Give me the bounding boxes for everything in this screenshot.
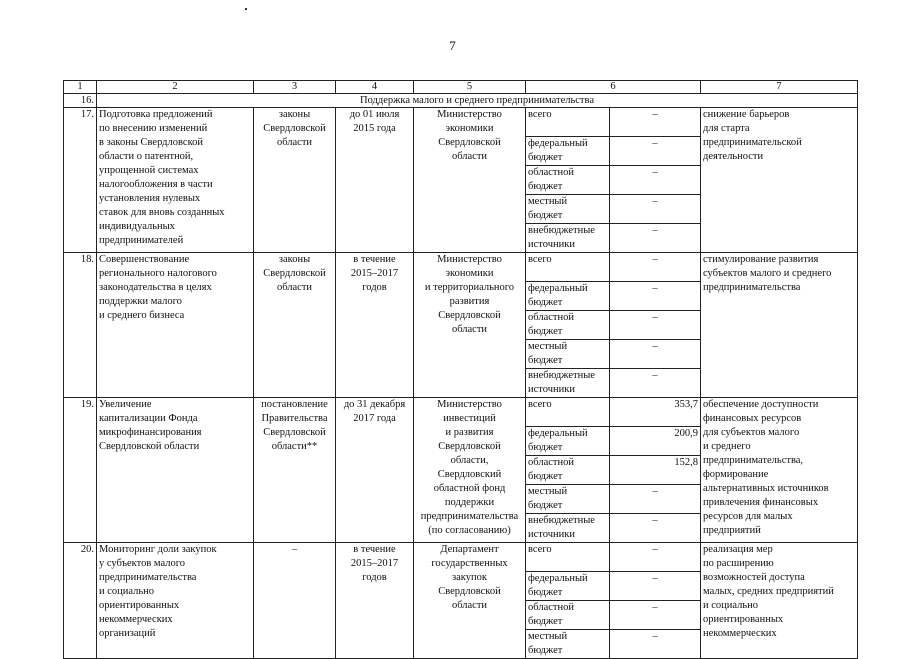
- funding-value: –: [610, 282, 701, 311]
- funding-value: –: [610, 224, 701, 253]
- measure-cell: Мониторинг доли закупок у субъектов малого предпринимательства и социально ориентированных некоммерческих организаций: [97, 543, 254, 659]
- table-row: [64, 543, 858, 572]
- page-number: 7: [449, 38, 456, 53]
- funding-source: местный бюджет: [526, 630, 610, 659]
- funding-value: –: [610, 630, 701, 659]
- header-cell: 1: [64, 81, 97, 94]
- funding-source: областной бюджет: [526, 311, 610, 340]
- deadline-cell: до 31 декабря 2017 года: [336, 398, 414, 543]
- funding-value: –: [610, 253, 701, 282]
- executor-cell: Департамент государственных закупок Свердловской области: [414, 543, 526, 659]
- funding-value: 152,8: [610, 456, 701, 485]
- funding-source: федеральный бюджет: [526, 572, 610, 601]
- header-cell: 3: [254, 81, 336, 94]
- header-row: [64, 81, 858, 94]
- funding-source: федеральный бюджет: [526, 427, 610, 456]
- funding-source: всего: [526, 543, 610, 572]
- funding-value: –: [610, 311, 701, 340]
- result-cell: реализация мер по расширению возможностей доступа малых, средних предприятий и социально ориентированных некоммерческих: [701, 543, 858, 659]
- executor-cell: Министерство инвестиций и развития Свердловской области, Свердловский областной фонд поддержки предпринимательства (по согласованию): [414, 398, 526, 543]
- funding-source: внебюджетные источники: [526, 224, 610, 253]
- funding-value: –: [610, 340, 701, 369]
- funding-value: –: [610, 543, 701, 572]
- funding-source: местный бюджет: [526, 340, 610, 369]
- result-cell: снижение барьеров для старта предпринимательской деятельности: [701, 108, 858, 253]
- table-row: [64, 108, 858, 137]
- row-number: 20.: [64, 543, 97, 659]
- scan-speck: [245, 8, 247, 10]
- funding-value: 353,7: [610, 398, 701, 427]
- header-cell: 6: [526, 81, 701, 94]
- funding-value: –: [610, 514, 701, 543]
- funding-source: всего: [526, 253, 610, 282]
- funding-source: федеральный бюджет: [526, 137, 610, 166]
- funding-source: областной бюджет: [526, 601, 610, 630]
- executor-cell: Министерство экономики и территориального развития Свердловской области: [414, 253, 526, 398]
- funding-value: –: [610, 485, 701, 514]
- section-number: 16.: [64, 94, 97, 108]
- executor-cell: Министерство экономики Свердловской области: [414, 108, 526, 253]
- table-row: [64, 398, 858, 427]
- funding-source: областной бюджет: [526, 166, 610, 195]
- measure-cell: Совершенствование регионального налогового законодательства в целях поддержки малого и среднего бизнеса: [97, 253, 254, 398]
- header-cell: 2: [97, 81, 254, 94]
- funding-source: местный бюджет: [526, 485, 610, 514]
- funding-value: 200,9: [610, 427, 701, 456]
- header-cell: 7: [701, 81, 858, 94]
- measure-cell: Подготовка предложений по внесению изменений в законы Свердловской области о патентной, упрощенной системах налогообложения в части установления нулевых ставок для вновь созданных индивидуальных предпринимателей: [97, 108, 254, 253]
- header-cell: 4: [336, 81, 414, 94]
- deadline-cell: в течение 2015–2017 годов: [336, 253, 414, 398]
- deadline-cell: до 01 июля 2015 года: [336, 108, 414, 253]
- row-number: 17.: [64, 108, 97, 253]
- document-cell: –: [254, 543, 336, 659]
- funding-value: –: [610, 166, 701, 195]
- funding-source: всего: [526, 398, 610, 427]
- funding-source: внебюджетные источники: [526, 514, 610, 543]
- funding-source: областной бюджет: [526, 456, 610, 485]
- funding-value: –: [610, 137, 701, 166]
- funding-value: –: [610, 108, 701, 137]
- section-title: Поддержка малого и среднего предпринимательства: [97, 94, 858, 108]
- row-number: 19.: [64, 398, 97, 543]
- document-cell: законы Свердловской области: [254, 253, 336, 398]
- funding-value: –: [610, 195, 701, 224]
- funding-value: –: [610, 601, 701, 630]
- header-cell: 5: [414, 81, 526, 94]
- document-cell: постановление Правительства Свердловской области**: [254, 398, 336, 543]
- table-row: [64, 253, 858, 282]
- document-cell: законы Свердловской области: [254, 108, 336, 253]
- funding-source: федеральный бюджет: [526, 282, 610, 311]
- result-cell: стимулирование развития субъектов малого и среднего предпринимательства: [701, 253, 858, 398]
- measure-cell: Увеличение капитализации Фонда микрофинансирования Свердловской области: [97, 398, 254, 543]
- deadline-cell: в течение 2015–2017 годов: [336, 543, 414, 659]
- funding-source: всего: [526, 108, 610, 137]
- result-cell: обеспечение доступности финансовых ресурсов для субъектов малого и среднего предпринимательства, формирование альтернативных источников привлечения финансовых ресурсов для малых предприятий: [701, 398, 858, 543]
- funding-value: –: [610, 369, 701, 398]
- funding-source: внебюджетные источники: [526, 369, 610, 398]
- measures-table: [63, 80, 858, 659]
- row-number: 18.: [64, 253, 97, 398]
- funding-value: –: [610, 572, 701, 601]
- section-row: [64, 94, 858, 108]
- funding-source: местный бюджет: [526, 195, 610, 224]
